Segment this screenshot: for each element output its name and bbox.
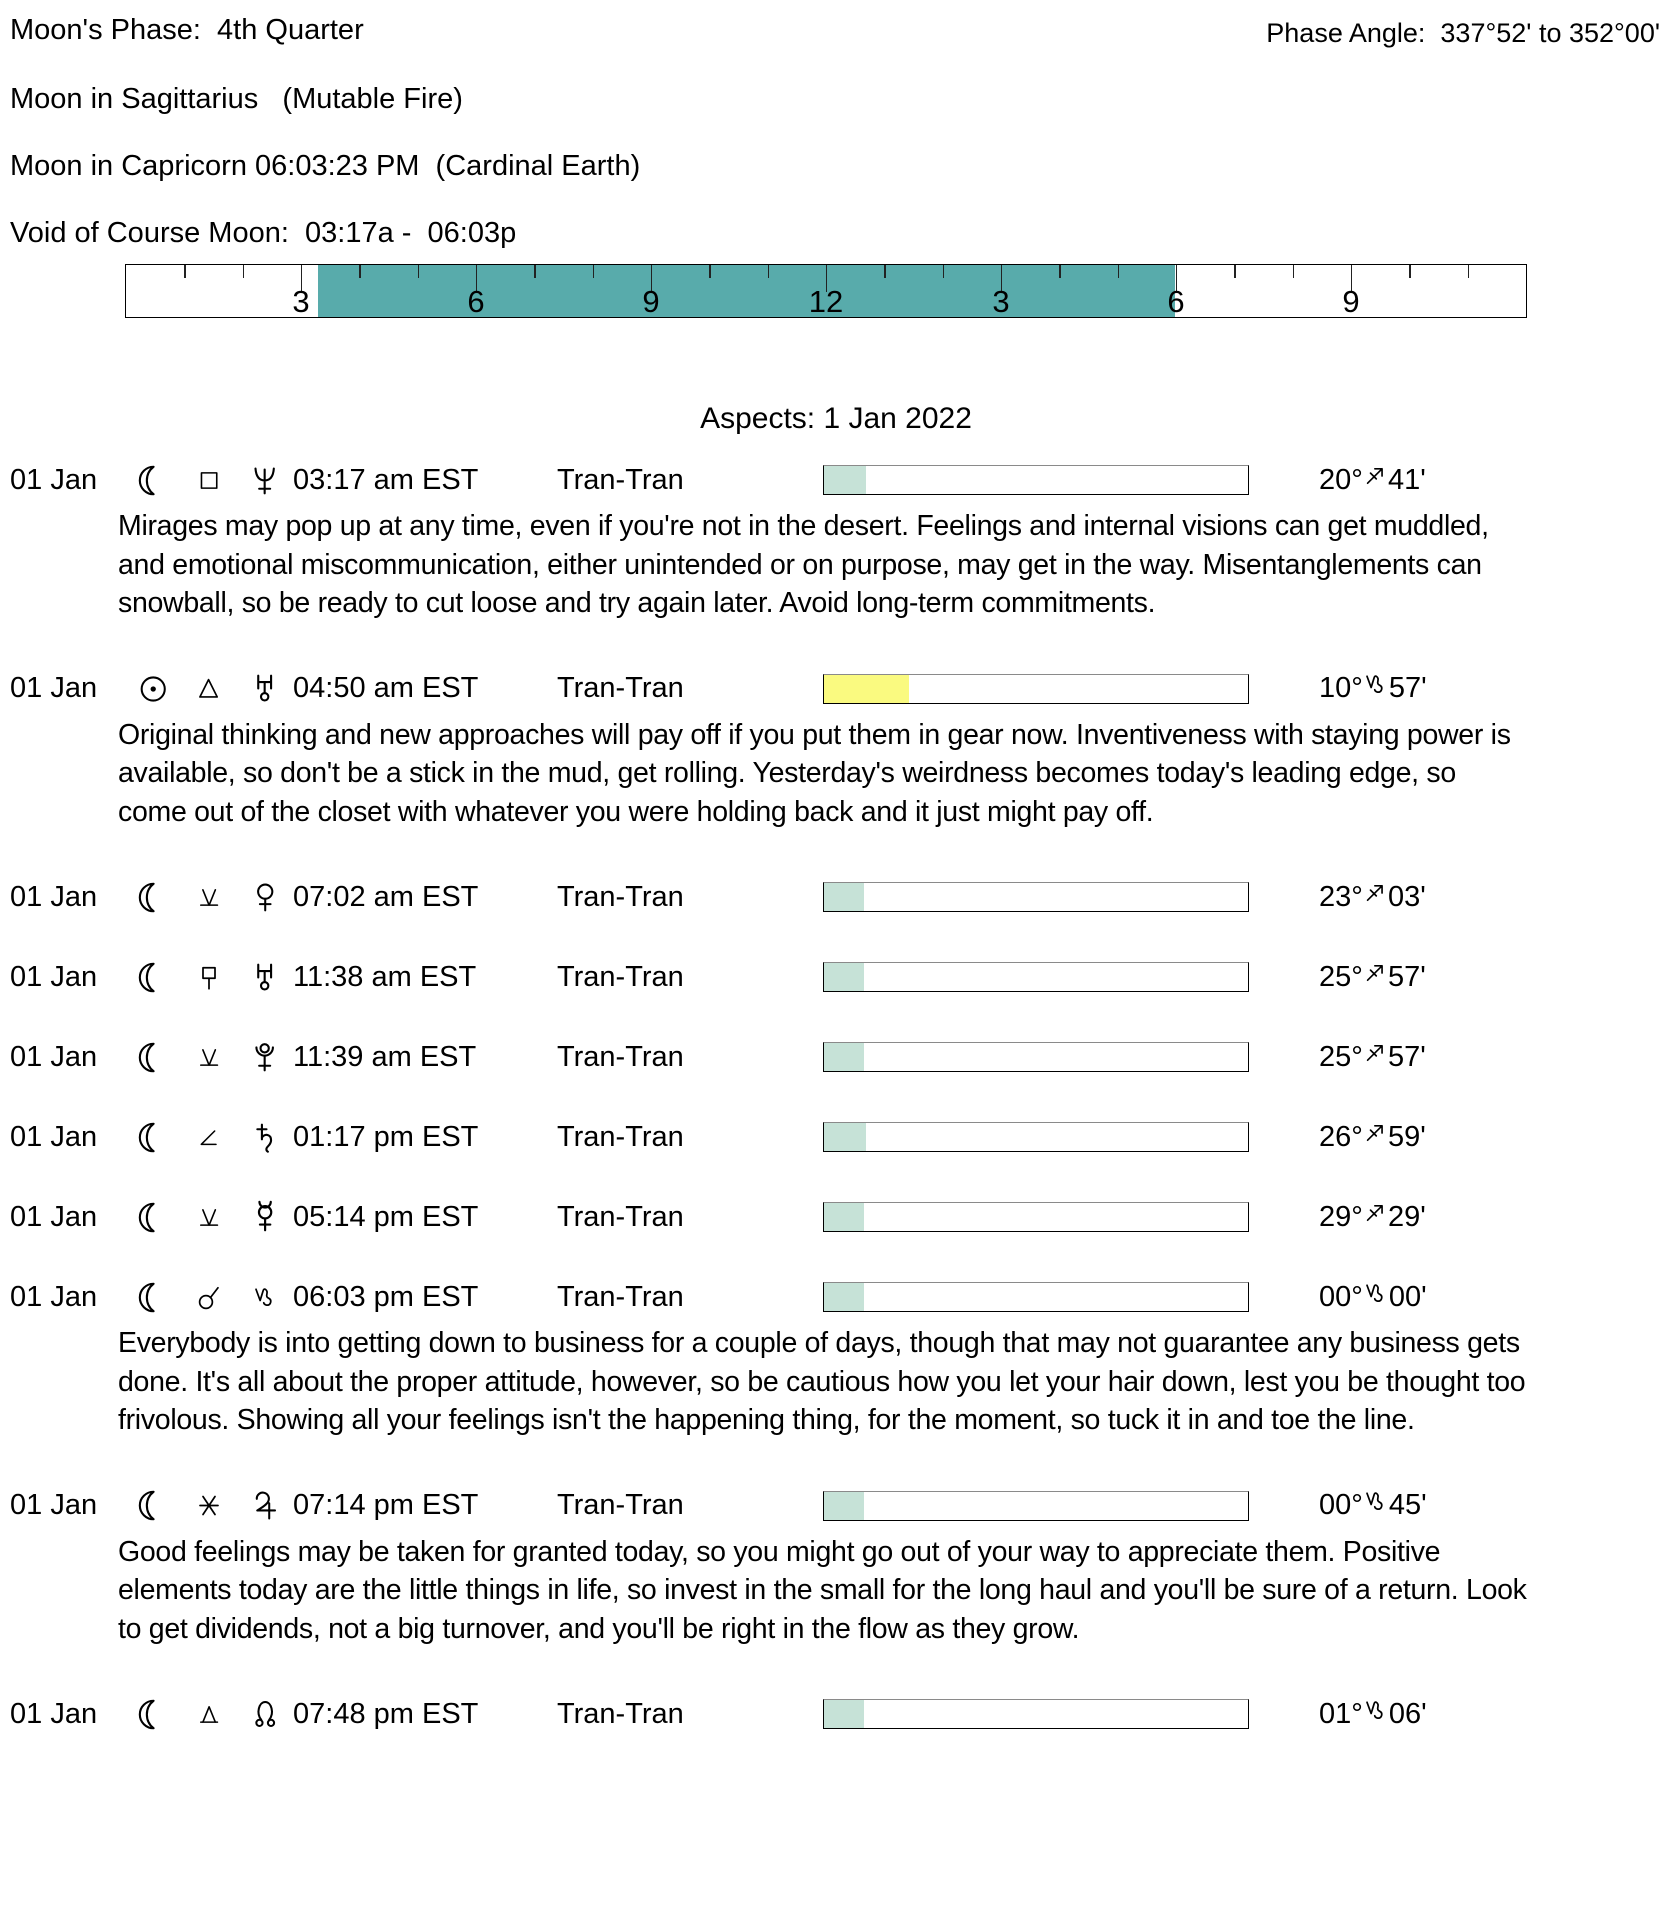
aspect-date: 01 Jan xyxy=(10,1200,98,1233)
hour-tick xyxy=(1059,265,1060,278)
aspect-interpretation-text: Everybody is into getting down to business for a couple of days, though that may not guarantee any business gets done. It's all about the proper attitude, however, so be cautious how you let your hair down, lest you be thought too frivolous. Showing all your feelings isn't the happening thing, for the moment, so tuck it in and toe the line. xyxy=(118,1327,1526,1436)
square-icon xyxy=(181,464,237,497)
aspect-glyphs xyxy=(125,672,293,705)
aspect-type: Tran-Tran xyxy=(557,1697,684,1730)
capricorn-sign-icon xyxy=(1363,1697,1389,1732)
aspect-progress-fill xyxy=(824,1700,864,1728)
aspect-date: 01 Jan xyxy=(10,1489,98,1521)
void-period-band xyxy=(318,265,1175,317)
semisextile-icon xyxy=(181,1041,237,1074)
aspect-time: 07:48 pm EST xyxy=(293,1697,479,1730)
aspect-glyphs xyxy=(125,1281,293,1314)
sextile-icon xyxy=(181,1489,237,1522)
aspect-row xyxy=(0,1694,1672,1734)
neptune-icon xyxy=(237,464,293,497)
aspect-progress-bar xyxy=(823,882,1249,912)
aspect-row xyxy=(0,460,1672,623)
aspect-row xyxy=(0,1277,1672,1440)
sagittarius-sign-icon xyxy=(1363,1120,1388,1154)
aspect-progress-bar xyxy=(823,674,1249,704)
aspect-progress-fill xyxy=(824,1492,864,1520)
hour-label: 6 xyxy=(467,284,485,319)
aspect-time: 04:50 am EST xyxy=(293,672,479,704)
aspect-row xyxy=(0,957,1672,997)
aspect-progress-bar xyxy=(823,1491,1249,1521)
aspect-progress-bar xyxy=(823,1699,1249,1729)
aspect-glyphs xyxy=(125,464,293,497)
aspect-interpretation-text: Original thinking and new approaches will pay off if you put them in gear now. Inventiveness with staying power is available, so don't be a stick in the mud, get rolling. Yesterday's weirdness becomes today's leading edge, so come out of the closet with whatever you were holding back and it just might pay off. xyxy=(118,718,1511,828)
aspect-progress-bar xyxy=(823,465,1249,495)
hour-label: 9 xyxy=(642,284,660,319)
aspect-date: 01 Jan xyxy=(10,1280,98,1313)
aspect-row xyxy=(0,669,1672,832)
aspect-position: 23° 03' xyxy=(1319,880,1426,913)
pluto-icon xyxy=(237,1041,293,1074)
jupiter-icon xyxy=(237,1489,293,1522)
capricorn-sign-icon xyxy=(1363,1488,1389,1523)
aspect-type: Tran-Tran xyxy=(557,1120,684,1153)
aspect-date: 01 Jan xyxy=(10,880,98,913)
aspect-type: Tran-Tran xyxy=(557,672,684,704)
aspect-position: 10° 57' xyxy=(1319,672,1427,704)
aspect-position: 00° 00' xyxy=(1319,1280,1427,1313)
aspect-row xyxy=(0,1037,1672,1077)
aspect-time: 01:17 pm EST xyxy=(293,1120,479,1153)
aspect-date: 01 Jan xyxy=(10,1697,98,1730)
aspect-glyphs xyxy=(125,1698,293,1731)
aspect-time: 07:02 am EST xyxy=(293,880,479,913)
hour-label: 6 xyxy=(1167,284,1185,319)
capricorn-sign-icon xyxy=(1363,1280,1389,1315)
aspect-progress-bar xyxy=(823,1042,1249,1072)
node-icon xyxy=(237,1698,293,1731)
aspect-position: 25° 57' xyxy=(1319,1040,1426,1073)
hour-tick xyxy=(184,265,185,278)
aspect-glyphs xyxy=(125,881,293,914)
aspect-type: Tran-Tran xyxy=(557,463,684,496)
aspect-progress-fill xyxy=(824,963,864,991)
aspect-progress-bar xyxy=(823,1122,1249,1152)
semisextile-icon xyxy=(181,1200,237,1234)
conjunction-icon xyxy=(181,1281,237,1314)
aspect-time: 06:03 pm EST xyxy=(293,1280,479,1313)
aspect-date: 01 Jan xyxy=(10,960,98,993)
hour-tick xyxy=(534,265,535,278)
biquintile-icon xyxy=(181,961,237,994)
hour-tick xyxy=(359,265,360,278)
hour-tick xyxy=(943,265,944,278)
hour-label: 9 xyxy=(1342,284,1360,319)
aspect-time: 03:17 am EST xyxy=(293,463,479,496)
aspect-progress-fill xyxy=(824,883,864,911)
moon-icon xyxy=(125,1200,181,1234)
saturn-icon xyxy=(237,1121,293,1154)
hour-tick xyxy=(709,265,710,278)
moon-sign-capricorn-line: Moon in Capricorn 06:03:23 PM (Cardinal Earth) xyxy=(10,150,641,182)
aspect-row xyxy=(0,1486,1672,1649)
void-of-course-line: Void of Course Moon: 03:17a - 06:03p xyxy=(10,217,517,249)
moon-icon xyxy=(125,1698,181,1731)
hour-tick xyxy=(418,265,419,278)
aspect-type: Tran-Tran xyxy=(557,1040,684,1073)
moon-icon xyxy=(125,1489,181,1522)
aspect-progress-bar xyxy=(823,1282,1249,1312)
aspect-progress-fill xyxy=(824,1283,864,1311)
aspect-progress-bar xyxy=(823,962,1249,992)
aspects-title: Aspects: 1 Jan 2022 xyxy=(700,402,972,435)
aspect-progress-fill xyxy=(824,1043,864,1071)
aspect-date: 01 Jan xyxy=(10,1120,98,1153)
hour-tick xyxy=(884,265,885,278)
aspect-position: 01° 06' xyxy=(1319,1697,1427,1730)
aspect-date: 01 Jan xyxy=(10,672,98,704)
phase-angle-label: Phase Angle: 337°52' to 352°00' xyxy=(1266,18,1660,48)
hour-tick xyxy=(1468,265,1469,278)
aspect-glyphs xyxy=(125,961,293,994)
moon-icon xyxy=(125,1121,181,1154)
aspect-time: 07:14 pm EST xyxy=(293,1489,479,1521)
uranus-icon xyxy=(237,672,293,705)
hour-tick xyxy=(1293,265,1294,278)
aspect-time: 11:39 am EST xyxy=(293,1040,477,1073)
aspect-type: Tran-Tran xyxy=(557,880,684,913)
aspect-progress-fill xyxy=(824,675,909,703)
aspect-glyphs xyxy=(125,1041,293,1074)
aspect-row xyxy=(0,1117,1672,1157)
aspect-progress-bar xyxy=(823,1202,1249,1232)
moon-sign-sagittarius-line: Moon in Sagittarius (Mutable Fire) xyxy=(10,83,463,115)
aspect-date: 01 Jan xyxy=(10,463,98,496)
hour-tick xyxy=(768,265,769,278)
uranus-icon xyxy=(237,961,293,994)
hour-tick xyxy=(593,265,594,278)
aspect-glyphs xyxy=(125,1121,293,1154)
aspect-interpretation-text: Good feelings may be taken for granted today, so you might go out of your way to appreciate them. Positive elements today are the little things in life, so invest in the small for the long haul and you'll be sure of a return. Look to get dividends, not a big turnover, and you'll be right in the flow as they grow. xyxy=(118,1535,1527,1645)
hour-label: 3 xyxy=(292,284,310,319)
aspect-progress-fill xyxy=(824,1123,866,1151)
aspect-row xyxy=(0,877,1672,917)
aspect-type: Tran-Tran xyxy=(557,1280,684,1313)
sagittarius-sign-icon xyxy=(1363,880,1388,914)
moons-phase-line: Moon's Phase: 4th Quarter xyxy=(10,14,364,46)
trine-icon xyxy=(181,672,237,705)
aspect-position: 20° 41' xyxy=(1319,463,1426,496)
hour-tick xyxy=(1409,265,1410,278)
sagittarius-sign-icon xyxy=(1363,463,1388,497)
aspect-progress-fill xyxy=(824,1203,864,1231)
moon-icon xyxy=(125,1041,181,1074)
aspect-date: 01 Jan xyxy=(10,1040,98,1073)
aspect-type: Tran-Tran xyxy=(557,1200,684,1233)
aspect-list xyxy=(0,460,1672,1734)
mercury-icon xyxy=(237,1200,293,1234)
moon-icon xyxy=(125,881,181,914)
aspect-position: 26° 59' xyxy=(1319,1120,1426,1153)
moon-icon xyxy=(125,464,181,497)
hour-label: 3 xyxy=(992,284,1010,319)
hour-tick xyxy=(243,265,244,278)
aspect-position: 25° 57' xyxy=(1319,960,1426,993)
hour-tick xyxy=(1118,265,1119,278)
moon-icon xyxy=(125,961,181,994)
aspect-glyphs xyxy=(125,1489,293,1522)
hour-tick xyxy=(1234,265,1235,278)
aspect-progress-fill xyxy=(824,466,866,494)
sagittarius-sign-icon xyxy=(1363,1200,1388,1234)
hour-label: 12 xyxy=(808,284,844,319)
capricorn-icon xyxy=(237,1281,293,1314)
aspect-glyphs xyxy=(125,1200,293,1234)
aspect-time: 11:38 am EST xyxy=(293,960,477,993)
capricorn-sign-icon xyxy=(1363,671,1389,706)
venus-icon xyxy=(237,881,293,914)
quincunx-icon xyxy=(181,1698,237,1731)
aspect-row xyxy=(0,1197,1672,1237)
semisextile-icon xyxy=(181,881,237,914)
sagittarius-sign-icon xyxy=(1363,960,1388,994)
moon-icon xyxy=(125,1281,181,1314)
aspect-time: 05:14 pm EST xyxy=(293,1200,479,1233)
aspect-position: 00° 45' xyxy=(1319,1489,1427,1521)
aspect-position: 29° 29' xyxy=(1319,1200,1426,1233)
void-of-course-timeline xyxy=(125,264,1527,318)
aspect-type: Tran-Tran xyxy=(557,960,684,993)
aspect-interpretation-text: Mirages may pop up at any time, even if you're not in the desert. Feelings and internal visions can get muddled, and emotional miscommunication, either unintended or on purpose, may get in the way. Misentanglements can snowball, so be ready to cut loose and try again later. Avoid long-term commitments. xyxy=(118,510,1489,619)
sun-icon xyxy=(125,672,181,705)
aspect-type: Tran-Tran xyxy=(557,1489,684,1521)
semisquare-icon xyxy=(181,1121,237,1154)
sagittarius-sign-icon xyxy=(1363,1040,1388,1074)
